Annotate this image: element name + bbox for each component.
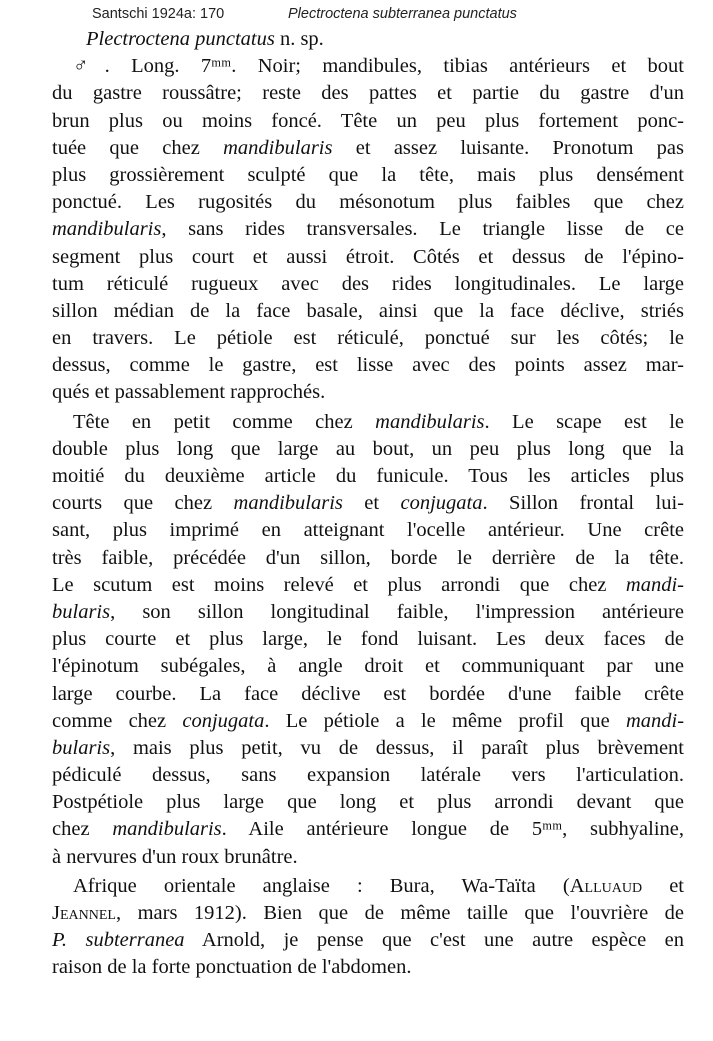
text-segment: large courbe. La face déclive est bordée d'une faible crête [52, 682, 684, 705]
text-segment: Tête en petit comme chez [73, 410, 376, 433]
text-segment: et assez luisante. Pronotum pas [332, 136, 684, 159]
collector-name: Alluaud [569, 874, 643, 897]
text-segment: comme chez [52, 709, 183, 732]
text-line [52, 80, 684, 107]
text-segment: plus courte et plus large, le fond luisant. Les deux faces de [52, 628, 684, 651]
text-segment: moitié du deuxième article du funicule. Tous les articles plus [52, 465, 684, 487]
italic-term: P. subterranea [52, 929, 185, 952]
text-segment: Le scutum est moins relevé et plus arrondi que chez [52, 573, 626, 596]
text-line [52, 844, 684, 871]
page-header [92, 6, 517, 22]
italic-term: mandibularis [233, 492, 343, 515]
text-line [52, 298, 684, 325]
text-line [52, 436, 684, 463]
text-line [52, 108, 684, 135]
text-line [52, 762, 684, 789]
text-segment: . Le pétiole a le même profil que [264, 709, 626, 732]
text-segment: raison de la forte ponctuation de l'abdomen. [52, 956, 412, 979]
text-line [52, 599, 684, 626]
text-line [52, 653, 684, 680]
running-title: Plectroctena subterranea punctatus [288, 6, 517, 22]
text-segment: du gastre roussâtre; reste des pattes et partie du gastre d'un [52, 82, 684, 105]
text-segment: . Aile antérieure longue de 5ᵐᵐ, subhyaline, [221, 818, 684, 841]
text-segment: ♂. Long. 7ᵐᵐ. Noir; mandibules, tibias antérieurs et bout [73, 55, 684, 78]
species-name: Plectroctena punctatus [86, 28, 275, 50]
text-line [52, 572, 684, 599]
text-segment: tum réticulé rugueux avec des rides longitudinales. Le large [52, 272, 684, 295]
text-line [52, 162, 684, 189]
text-segment: , mais plus petit, vu de dessus, il paraît plus brèvement [110, 736, 684, 759]
text-line [52, 708, 684, 735]
text-segment: double plus long que large au bout, un peu plus long que la [52, 437, 684, 460]
text-line [52, 545, 684, 572]
text-segment: ponctué. Les rugosités du mésonotum plus faibles que chez [52, 191, 684, 214]
text-line [52, 379, 684, 406]
text-segment: qués et passablement rapprochés. [52, 381, 326, 404]
species-status: n. sp. [279, 28, 324, 50]
text-segment: . Sillon frontal lui- [482, 492, 684, 515]
italic-term: bularis [52, 600, 111, 623]
text-line [52, 352, 684, 379]
text-line [52, 954, 684, 981]
text-segment: sillon médian de la face basale, ainsi que la face déclive, striés [52, 299, 684, 322]
text-line [52, 244, 684, 271]
text-segment: Afrique orientale anglaise : Bura, Wa-Taïta ( [73, 874, 570, 897]
text-segment: , sans rides transversales. Le triangle lisse de ce [161, 218, 684, 241]
text-segment: l'épinotum subégales, à angle droit et communiquant par une [52, 655, 684, 678]
text-line [52, 735, 684, 762]
text-segment: brun plus ou moins foncé. Tête un peu plus fortement ponc- [52, 109, 684, 132]
italic-term: mandibularis [112, 818, 222, 841]
text-line [52, 271, 684, 298]
text-line [52, 517, 684, 544]
text-segment: chez [52, 818, 113, 841]
text-line [52, 325, 684, 352]
text-line [52, 873, 684, 900]
text-segment: , mars 1912). Bien que de même taille que l'ouvrière de [115, 902, 684, 924]
text-segment: dessus, comme le gastre, est lisse avec des points assez mar- [52, 354, 684, 377]
italic-term: mandi- [625, 573, 684, 596]
collector-name: Jeannel [52, 902, 116, 924]
italic-term: mandi- [625, 709, 684, 732]
text-segment: Arnold, je pense que c'est une autre espèce en [184, 929, 684, 952]
text-segment: tuée que chez [52, 136, 224, 159]
italic-term: mandibularis [223, 136, 333, 159]
text-line [52, 189, 684, 216]
text-line [52, 681, 684, 708]
text-line [52, 135, 684, 162]
text-line [52, 927, 684, 954]
text-segment: en travers. Le pétiole est réticulé, ponctué sur les côtés; le [52, 327, 684, 350]
text-line [52, 53, 684, 80]
species-heading [52, 26, 684, 53]
text-segment: très faible, précédée d'un sillon, borde le derrière de la tête. [52, 546, 684, 569]
text-segment: et [642, 874, 684, 897]
text-line [52, 626, 684, 653]
text-line [52, 900, 684, 927]
text-line [52, 490, 684, 517]
text-segment: segment plus court et aussi étroit. Côtés et dessus de l'épino- [52, 245, 684, 268]
italic-term: mandibularis [375, 410, 485, 433]
text-segment: pédiculé dessus, sans expansion latérale vers l'articulation. [52, 764, 684, 787]
italic-term: conjugata [182, 709, 265, 732]
citation-source: Santschi 1924a: 170 [92, 6, 225, 22]
text-line [52, 789, 684, 816]
text-line [52, 216, 684, 243]
text-segment: sant, plus imprimé en atteignant l'ocelle antérieur. Une crête [52, 519, 684, 542]
text-segment: plus grossièrement sculpté que la tête, mais plus densément [52, 163, 684, 186]
italic-term: bularis [52, 736, 111, 759]
text-segment: à nervures d'un roux brunâtre. [52, 845, 298, 868]
text-segment: Postpétiole plus large que long et plus arrondi devant que [52, 791, 684, 814]
text-segment: courts que chez [52, 492, 234, 515]
text-line [52, 409, 684, 436]
text-segment: , son sillon longitudinal faible, l'impression antérieure [110, 600, 684, 623]
italic-term: conjugata [400, 492, 483, 515]
text-line [52, 463, 684, 490]
text-segment: et [342, 492, 401, 515]
italic-term: mandibularis [52, 218, 162, 241]
text-segment: . Le scape est le [484, 410, 684, 433]
text-body [52, 26, 684, 982]
text-line [52, 816, 684, 843]
